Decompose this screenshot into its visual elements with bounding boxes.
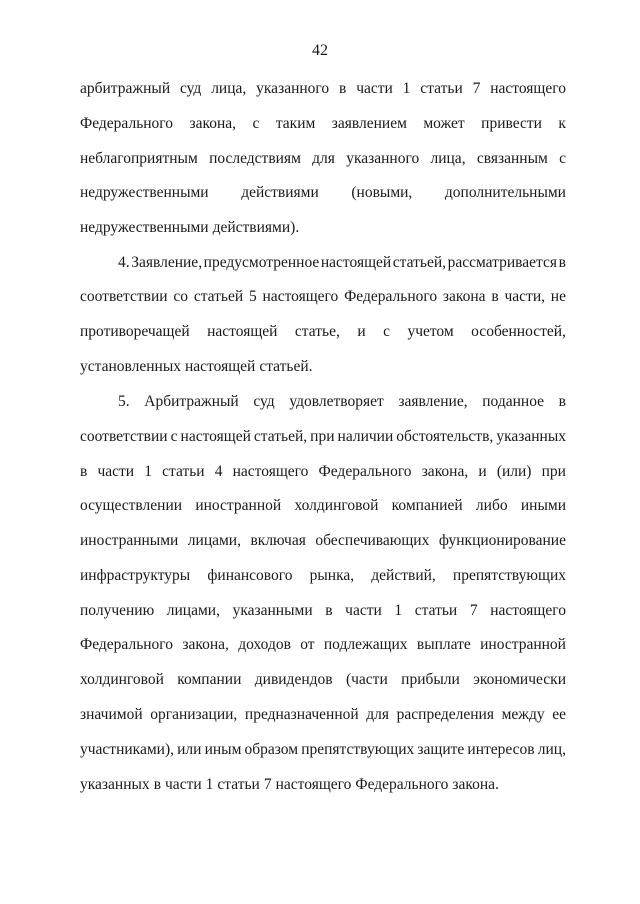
paragraph-4-first-line: 4. Заявление, предусмотренное настоящей статьей, рассматривается в xyxy=(118,254,566,271)
text-line: недружественными действиями (новыми, дополнительными xyxy=(80,184,566,201)
text-line: недружественными действиями). xyxy=(80,219,300,236)
text-line: Федерального закона, доходов от подлежащих выплате иностранной xyxy=(80,636,566,653)
text-line: указанных в части 1 статьи 7 настоящего Федерального закона. xyxy=(80,776,499,793)
text-line: противоречащей настоящей статье, и с учетом особенностей, xyxy=(80,323,566,340)
text-line: холдинговой компании дивидендов (части прибыли экономически xyxy=(80,671,566,688)
text-line: инфраструктуры финансового рынка, действий, препятствующих xyxy=(80,567,566,584)
paragraph-5-first-line: 5. Арбитражный суд удовлетворяет заявление, поданное в xyxy=(118,393,566,410)
text-line: осуществлении иностранной холдинговой компанией либо иными xyxy=(80,497,566,514)
text-line: Федерального закона, с таким заявлением может привести к xyxy=(80,115,566,132)
text-line: получению лицами, указанными в части 1 статьи 7 настоящего xyxy=(80,602,566,619)
text-line: соответствии с настоящей статьей, при наличии обстоятельств, указанных xyxy=(80,428,566,445)
text-line: неблагоприятным последствиям для указанного лица, связанным с xyxy=(80,150,566,167)
text-line: в части 1 статьи 4 настоящего Федерального закона, и (или) при xyxy=(80,463,566,480)
page-number: 42 xyxy=(312,42,328,59)
text-line: арбитражный суд лица, указанного в части 1 статьи 7 настоящего xyxy=(80,80,566,97)
text-line: соответствии со статьей 5 настоящего Федерального закона в части, не xyxy=(80,288,566,305)
text-line: иностранными лицами, включая обеспечивающих функционирование xyxy=(80,532,566,549)
text-line: установленных настоящей статьей. xyxy=(80,358,313,375)
text-line: значимой организации, предназначенной для распределения между ее xyxy=(80,706,566,723)
text-line: участниками), или иным образом препятствующих защите интересов лиц, xyxy=(80,741,566,758)
